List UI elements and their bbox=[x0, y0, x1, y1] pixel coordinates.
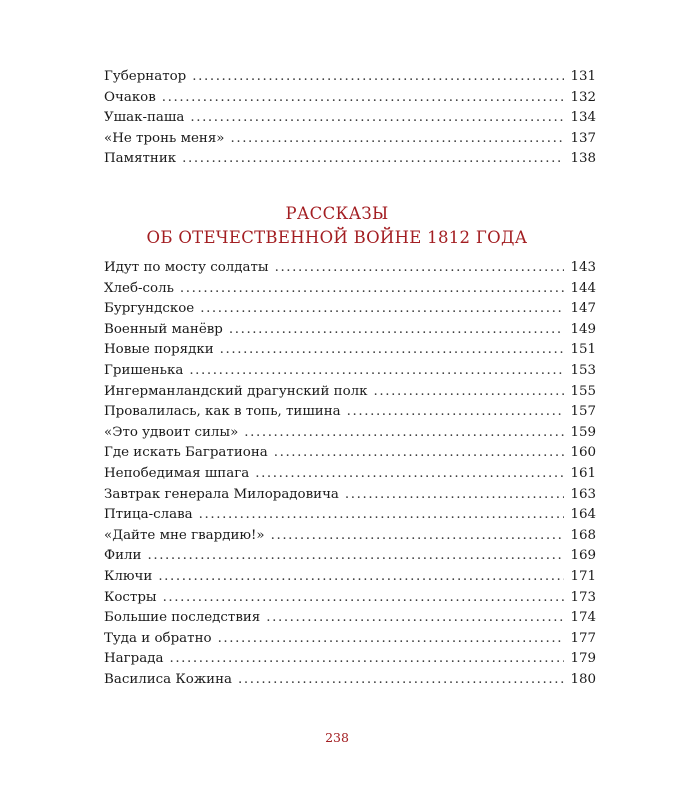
toc-entry-page: 174 bbox=[570, 610, 596, 626]
toc-leader-dots bbox=[374, 382, 565, 403]
toc-entry-page: 173 bbox=[570, 589, 596, 605]
toc-entry-page: 161 bbox=[570, 465, 596, 481]
section-heading-line1: РАССКАЗЫ bbox=[285, 204, 389, 223]
toc-entry-title: Птица-слава bbox=[104, 507, 193, 523]
toc-entry-page: 177 bbox=[570, 630, 596, 646]
toc-entry-page: 157 bbox=[570, 404, 596, 420]
toc-entry-title: Большие последствия bbox=[104, 610, 261, 626]
toc-list-top bbox=[104, 67, 596, 170]
toc-entry[interactable] bbox=[104, 88, 596, 109]
toc-entry-page: 138 bbox=[570, 151, 596, 167]
toc-entry-title: «Не тронь меня» bbox=[104, 130, 225, 146]
toc-leader-dots bbox=[345, 485, 565, 506]
toc-entry[interactable] bbox=[104, 629, 596, 650]
toc-leader-dots bbox=[200, 299, 564, 320]
toc-leader-dots bbox=[192, 67, 564, 88]
toc-leader-dots bbox=[190, 108, 564, 129]
toc-entry-title: «Это удвоит силы» bbox=[104, 424, 239, 440]
toc-entry-title: Награда bbox=[104, 651, 164, 667]
toc-entry-page: 144 bbox=[570, 280, 596, 296]
page-number: 238 bbox=[325, 730, 349, 745]
toc-leader-dots bbox=[189, 361, 564, 382]
toc-leader-dots bbox=[255, 464, 564, 485]
toc-entry-title: Непобедимая шпага bbox=[104, 465, 250, 481]
toc-leader-dots bbox=[275, 258, 565, 279]
toc-entry-title: Туда и обратно bbox=[104, 630, 212, 646]
toc-entry-page: 131 bbox=[570, 69, 596, 84]
toc-entry[interactable] bbox=[104, 485, 596, 506]
toc-leader-dots bbox=[199, 505, 565, 526]
toc-leader-dots bbox=[220, 340, 565, 361]
toc-section-block bbox=[104, 258, 596, 690]
toc-leader-dots bbox=[238, 670, 564, 691]
toc-entry-page: 180 bbox=[570, 671, 596, 687]
toc-entry-page: 179 bbox=[570, 651, 596, 667]
toc-leader-dots bbox=[162, 88, 565, 109]
toc-entry[interactable] bbox=[104, 67, 596, 88]
toc-entry[interactable] bbox=[104, 382, 596, 403]
toc-entry-page: 155 bbox=[570, 383, 596, 399]
toc-leader-dots bbox=[244, 423, 564, 444]
toc-entry-title: Провалилась, как в топь, тишина bbox=[104, 404, 341, 420]
toc-entry-title: Идут по мосту солдаты bbox=[104, 260, 269, 275]
toc-entry[interactable] bbox=[104, 320, 596, 341]
toc-top-block bbox=[104, 67, 596, 170]
toc-leader-dots bbox=[158, 567, 564, 588]
toc-entry-page: 134 bbox=[570, 110, 596, 126]
toc-entry[interactable] bbox=[104, 361, 596, 382]
toc-entry-title: Костры bbox=[104, 589, 157, 605]
toc-entry[interactable] bbox=[104, 340, 596, 361]
toc-leader-dots bbox=[182, 149, 564, 170]
toc-entry[interactable] bbox=[104, 526, 596, 547]
toc-entry[interactable] bbox=[104, 299, 596, 320]
toc-entry[interactable] bbox=[104, 108, 596, 129]
toc-entry-page: 171 bbox=[570, 568, 596, 584]
toc-entry-page: 163 bbox=[570, 486, 596, 502]
toc-entry-page: 153 bbox=[570, 362, 596, 378]
toc-entry-title: Завтрак генерала Милорадовича bbox=[104, 486, 339, 502]
section-heading bbox=[0, 202, 674, 250]
toc-leader-dots bbox=[147, 546, 564, 567]
toc-leader-dots bbox=[229, 320, 565, 341]
toc-entry[interactable] bbox=[104, 505, 596, 526]
toc-entry-title: Военный манёвр bbox=[104, 321, 223, 337]
toc-entry-title: Хлеб-соль bbox=[104, 280, 174, 296]
toc-entry[interactable] bbox=[104, 279, 596, 300]
toc-entry-page: 147 bbox=[570, 301, 596, 317]
toc-entry-page: 151 bbox=[570, 342, 596, 358]
toc-entry[interactable] bbox=[104, 402, 596, 423]
toc-entry-title: «Дайте мне гвардию!» bbox=[104, 527, 265, 543]
toc-entry[interactable] bbox=[104, 588, 596, 609]
toc-entry-page: 132 bbox=[570, 89, 596, 105]
toc-entry-page: 143 bbox=[570, 260, 596, 275]
toc-entry-title: Гришенька bbox=[104, 362, 184, 378]
toc-entry-page: 160 bbox=[570, 445, 596, 461]
toc-entry-title: Очаков bbox=[104, 89, 156, 105]
toc-entry[interactable] bbox=[104, 464, 596, 485]
toc-leader-dots bbox=[180, 279, 565, 300]
toc-entry[interactable] bbox=[104, 546, 596, 567]
toc-leader-dots bbox=[230, 129, 564, 150]
section-heading-line2: ОБ ОТЕЧЕСТВЕННОЙ ВОЙНЕ 1812 ГОДА bbox=[146, 228, 528, 247]
toc-entry-page: 169 bbox=[570, 548, 596, 564]
toc-entry-page: 137 bbox=[570, 130, 596, 146]
toc-entry[interactable] bbox=[104, 443, 596, 464]
toc-entry-title: Ингерманландский драгунский полк bbox=[104, 383, 368, 399]
toc-entry-page: 168 bbox=[570, 527, 596, 543]
toc-entry-title: Ушак-паша bbox=[104, 110, 185, 126]
toc-entry-title: Губернатор bbox=[104, 69, 187, 84]
toc-entry-page: 159 bbox=[570, 424, 596, 440]
toc-entry[interactable] bbox=[104, 423, 596, 444]
toc-entry-title: Бургундское bbox=[104, 301, 195, 317]
toc-entry-title: Фили bbox=[104, 548, 142, 564]
toc-leader-dots bbox=[163, 588, 565, 609]
toc-entry[interactable] bbox=[104, 129, 596, 150]
toc-entry-title: Новые порядки bbox=[104, 342, 214, 358]
toc-entry-title: Василиса Кожина bbox=[104, 671, 232, 687]
toc-entry[interactable] bbox=[104, 258, 596, 279]
toc-list-section bbox=[104, 258, 596, 690]
toc-entry[interactable] bbox=[104, 608, 596, 629]
toc-entry[interactable] bbox=[104, 649, 596, 670]
toc-entry-title: Где искать Багратиона bbox=[104, 445, 268, 461]
toc-leader-dots bbox=[218, 629, 565, 650]
toc-entry[interactable] bbox=[104, 567, 596, 588]
toc-leader-dots bbox=[271, 526, 565, 547]
toc-entry-title: Памятник bbox=[104, 151, 177, 167]
toc-entry-page: 164 bbox=[570, 507, 596, 523]
toc-leader-dots bbox=[274, 443, 565, 464]
toc-leader-dots bbox=[169, 649, 564, 670]
toc-entry-page: 149 bbox=[570, 321, 596, 337]
toc-leader-dots bbox=[266, 608, 564, 629]
toc-leader-dots bbox=[347, 402, 565, 423]
toc-entry[interactable] bbox=[104, 670, 596, 691]
toc-entry-title: Ключи bbox=[104, 568, 153, 584]
toc-entry[interactable] bbox=[104, 149, 596, 170]
